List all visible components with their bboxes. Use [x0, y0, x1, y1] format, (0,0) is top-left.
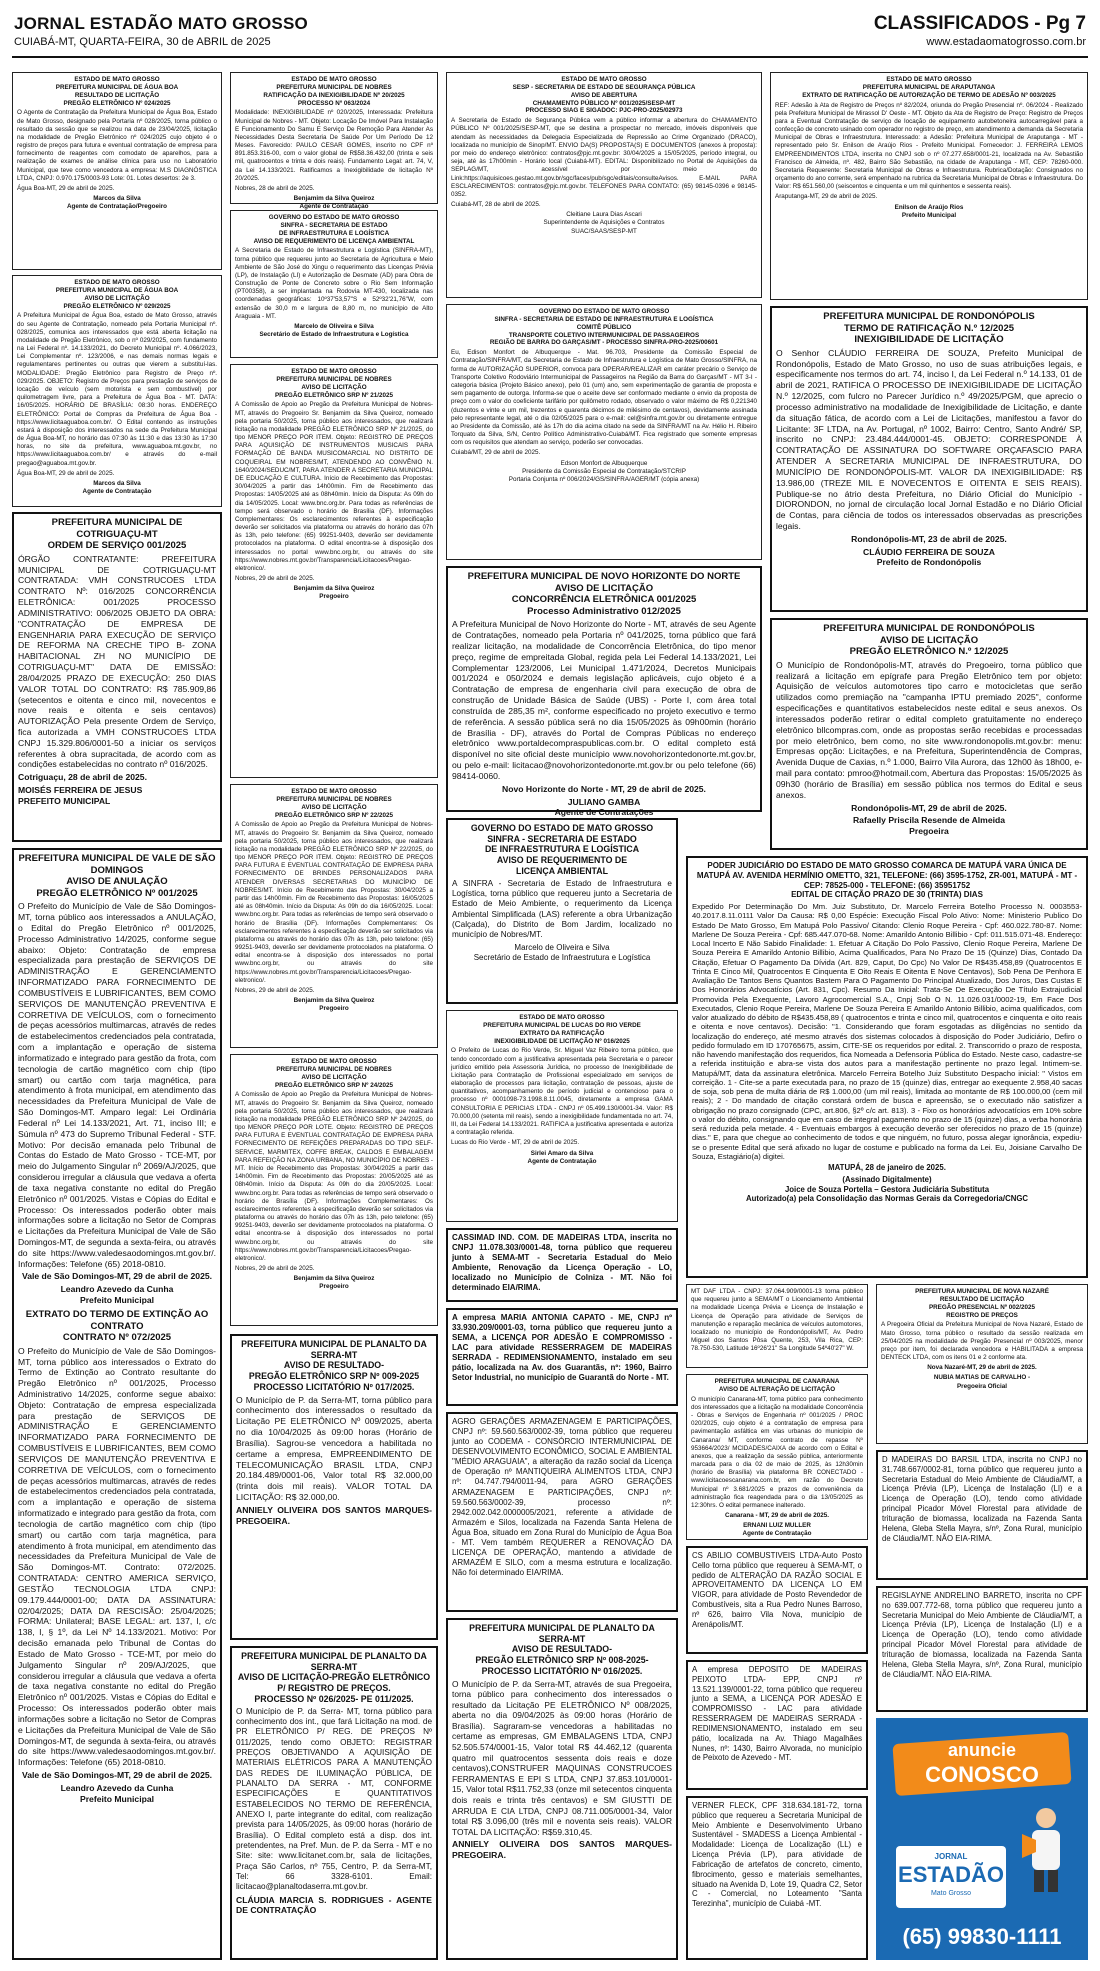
- dateline: CUIABÁ-MT, QUARTA-FEIRA, 30 de ABRIL de 2025: [14, 36, 271, 48]
- notice-place: Rondonópolis-MT, 29 de abril de 2025.: [851, 802, 1007, 813]
- notice-rondonopolis-pregao: [770, 618, 1088, 850]
- notice-cs-abilio: [686, 1546, 868, 1654]
- notice-signature: CLÁUDIA MARCIA S. RODRIGUES - AGENTE DE CONTRATAÇÃO: [236, 1894, 432, 1916]
- notice-body: O Agente de Contratação da Prefeitura Municipal de Água Boa, Estado de Mato Grosso, designado pela Portaria nº 028/2025, torna público o resultado da sessão que se realizou na data de 23/04/2025, licitação na modalidade de Pregão Eletrônico nº 024/2025 cujo objeto é o registro de preços para futura e eventual contratação de empresa para fornecimento de reagentes com comodato de aparelhos, para a realização de exames de análise clínica para uso no Laboratório Municipal, que teve como vencedora a empresa: M.S DIAGNÓSTICA LTDA, CNPJ: 0.970.175/0003-93 Lote: 01. Lotes desertos: 2e 3.: [17, 109, 217, 182]
- notice-body: O Município de P. da Serra-MT, torna público para conhecimento dos interessados o resultado da Licitação PE ELETRÔNICO Nº 009/2025, aberta no dia 10/04/2025 às 09:00 horas (Horário de Brasília). Sagrou-se vencedora a habilitada no certame a empresa, EMPREENDIMENTO DE TELECOMUNICAÇÃO BRASIL LTDA, CNPJ 20.184.489/0001-06, Valor total R$ 32.000,00 (trinta dois mil reais). VALOR TOTAL DA LICITAÇÃO: R$ 32.000,00.: [236, 1394, 432, 1503]
- notice-body: AGRO GERAÇÕES ARMAZENAGEM E PARTICIPAÇÕES, CNPJ nº: 59.560.563/0002-39, torna público que requereu junto ao CODEMA - CONSÓRCIO INTERMUNICIPAL DE DESENVOLVIMENTO ECONÔMICO, SOCIAL E AMBIENTAL "MÉDIO ARAGUAIA", a alteração da razão social da Licença de Operação nº MANTIQUEIRA ALIMENTOS LTDA, CNPJ nº: 04.747.794/0011-94, para AGRO GERAÇÕES ARMAZENAGEM E PARTICIPAÇÕES, CNPJ nº: 59.560.563/0002-39, processo nº: 2942.002.042.0000005/2021, referente a atividade de Armazém e Silos, localizada na Fazenda Santa Helena de Água Boa, situado em Zona Rural do Município de Água Boa - MT. Vem também REQUERER a RENOVAÇÃO DA LICENÇA DE OPERAÇÃO, mantendo a atividade de ARMAZÉM E SILO, com a mesma estrutura e localização. Não foi determinado EIA/RIMA.: [452, 1417, 672, 1578]
- notice-signature: Sirlei Amaro da Silva Agente de Contratação: [527, 1149, 597, 1165]
- notice-signature: Marcelo de Oliveira e Silva Secretário de Estado de Infraestrutura e Logística: [473, 942, 651, 962]
- notice-place: Nobres, 29 de abril de 2025.: [235, 986, 315, 994]
- notice-signature: ANNIELY OLIVEIRA DOS SANTOS MARQUES-PREGOEIRA.: [452, 1839, 672, 1861]
- notice-signature: Cleitiane Laura Dias Ascari Superintendente de Aquisições e Contratos SUAC/SAAS/SESP-MT: [543, 211, 665, 235]
- notice-body: Eu, Edison Monfort de Albuquerque - Mat. 96.703, Presidente da Comissão Especial de Contratação/SINFRA/MT, da Secretaria de Estado de Infraestrutura e Logística de Mato Grosso/SINFRA, na forma de AUTORIZAÇÃO SUPERIOR, convoca para OPERAR/REALIZAR em caráter precário o Serviço de Transporte Coletivo Rodoviário Intermunicipal de Passageiros na Região da Barra do Garças/MT - MT 3-I - categoria básica (Projeto Básico anexo), pelo 01 (um) ano, sem experimentação de garantia de proposta e sem pagamento de outorga. Informa-se que o aceite deve ser conformado mediante o envio da proposta de preço com o valor do coeficiente tarifário por quilômetro rodado, observado o valor máximo de R$ 0,221340 (duzentos e vinte e um mil, trezentos e quarenta décimos de milésimo de centavos), devidamente assinada pelo representante legal, até o dia 02/05/2025 para o e-mail: cel@sinfra.mt.gov.br ou diretamente entregue ao Presidente da Comissão, até às 17h do dia acima citado na sede da SINFRA/MT na Av. Hélio H. Ribeiro Torquato da Silva, S/N, Centro Político Administrativo-Cuiabá/MT. Fica registrado que somente empresas com os requisitos que atendam ao serviço, poderão ser convocadas.: [451, 349, 757, 447]
- notice-planalto-resultado-009: [230, 1334, 438, 1640]
- notice-body: CASSIMAD IND. COM. DE MADEIRAS LTDA, inscrita no CNPJ 11.078.303/0001-48, torna público que requereu junto à SEMA-MT - Secretaria Estadual do Meio Ambiente, Renovação da Licença Operação - LO, localizado no Município de Colniza - MT. Não foi determinado EIA/RIMA.: [452, 1233, 672, 1293]
- notice-place: Cuiabá/MT, 29 de abril de 2025.: [451, 449, 541, 457]
- notice-body: REGISLAYNE ANDRELINO BARRETO, inscrita no CPF no 639.007.772-68, torna público que requereu junto a Secretaria Municipal do Meio Ambiente de Cláudia/MT, a Licença Prévia (LP), Licença de Instalação (LI) e a Licença de Operação (LO), tendo como atividade principal Picador Móvel Florestal para atividade de trituração de biomassa, localizada na Fazenda Santa Helena, Gleba Stella Mayra, s/nº, Zona Rural, município de Cláudia/MT. NÃO EIA-RIMA.: [882, 1591, 1082, 1679]
- notice-signature: JULIANO GAMBA Agente de Contratações: [554, 796, 654, 818]
- notice-title: ESTADO DE MATO GROSSO PREFEITURA MUNICIPAL DE ARAPUTANGA EXTRATO DE RATIFICAÇÃO DE AUTORIZAÇÃO DE TERMO DE ADESÃO Nº 003/2025: [802, 76, 1056, 99]
- notice-title: ESTADO DE MATO GROSSO PREFEITURA MUNICIPAL DE ÁGUA BOA RESULTADO DE LICITAÇÃO PREGÃO ELETRÔNICO Nº 024/2025: [55, 76, 179, 107]
- notice-canarana: [686, 1374, 868, 1540]
- notice-place: Nobres, 29 de abril de 2025.: [235, 575, 315, 583]
- notice-title: PREFEITURA MUNICIPAL DE RONDONÓPOLIS AVISO DE LICITAÇÃO PREGÃO ELETRÔNICO N.º 12/2025: [823, 623, 1035, 658]
- notice-place: Nobres, 29 de abril de 2025.: [235, 1265, 315, 1273]
- notice-title: PREFEITURA MUNICIPAL DE COTRIGUAÇU-MT ORDEM DE SERVIÇO 001/2025: [47, 517, 187, 552]
- notice-signature: CLÁUDIO FERREIRA DE SOUZA Prefeito de Rondonópolis: [863, 546, 995, 568]
- notice-cotriguacu-ordem: [12, 512, 222, 842]
- notice-nobres-pregao-24: [230, 1054, 438, 1326]
- notice-agua-boa-resultado: [12, 72, 222, 270]
- notice-signature: (Assinado Digitalmente) Joice de Souza Portella – Gestora Judiciária Substituta Autorizado(a) pela Consolidação das Normas Gerais da Corregedoria/CNGC: [745, 1174, 1029, 1204]
- notice-place: Araputanga-MT, 29 de abril de 2025.: [775, 193, 878, 201]
- notice-araputanga-adesao: [770, 72, 1088, 300]
- notice-signature: ANNIELY OLIVEIRA DOS SANTOS MARQUES-PREGOEIRA.: [236, 1504, 432, 1526]
- notice-body: A Secretaria de Estado de Segurança Pública vem a público informar a abertura do CHAMAMENTO PÚBLICO Nº 001/2025/SESP-MT, que se destina a prospectar no mercado, imóveis disponíveis que atendam às necessidades da Delegacia Especializada de Repressão ao Crime Organizado (DRACO), localizada no município de Sinop/MT. ENVIO DA(S) PROPOSTA(S) E DOCUMENTOS (anexos à proposta): por meio do endereço eletrônico: contratos@pjc.mt.gov.br: 30/04/2025 a 15/05/2025, período integral, ou seja, até às 17h00min - Horário local (Cuiabá-MT). EDITAL: Disponibilizado no Portal de Aquisições da SEPLAG/MT, acessível por meio do Link:https://aquisicoes.gestao.mt.gov.br/sgc/faces/pub/sgc/editais/consulteAvisos. E-MAIL PARA ESCLARECIMENTOS: contratos@pjc.mt.gov.br. TELEFONES PARA CONTATO: (65) 98145-0396 e 98145-0352.: [451, 117, 757, 198]
- notice-body: O Senhor CLÁUDIO FERREIRA DE SOUZA, Prefeito Municipal de Rondonópolis, Estado de Mato Grosso, no uso de suas atribuições legais, e especificamente nos termos do art. 74, inciso I, da Lei Federal n.º 14.133, 01 de abril de 2021, RATIFICA O PROCESSO DE INEXIGIBILIDADE DE LICITAÇÃO N.º 12/2025, com fulcro no Parecer Jurídico n.º 49/2025/PGM, que aprecio o processo administrativo na modalidade de Inexigibilidade de Licitação, e dante da situação fática, de acordo com a Lei de Licitações, manifestou a favor do Licitante: 3F LTDA, na Av. Portugal, nº 1002, Bairro: Centro, Santo André/ SP, inscrito no CNPJ: 23.484.444/0001-45. OBJETO: CORRESPONDE À CONTRATAÇÃO DE ASSINATURA DO SOFTWARE ORÇAFASCIO PARA ATENDER A SECRETARIA MUNICIPAL DE INFRAESTRUTURA, DO MUNICÍPIO DE RONDONÓPOLIS-MT. VALOR DA INEXIGIBILIDADE: R$ 13.986,00 (TREZE MIL E NOVECENTOS E OITENTA E SEIS REAIS). Publique-se no átrio desta Prefeitura, no Diário Oficial do Município - DIORONDON, no jornal de circulação local Jornal Estadão e no Diário Oficial de Contas, para ciência de todos os interessados observadas as prescrições legais.: [776, 347, 1082, 531]
- notice-sesp-chamamento: [446, 72, 762, 298]
- notice-body: Modalidade: INEXIGIBILIDADE nº 020/2025, Interessada: Prefeitura Municipal de Nobres - MT. Objeto: Locação De Imóvel Para Instalação E Funcionamento Do Samu E Serviço De Remoção Para Atender As Necessidades Desta Secretaria De Saúde Por Um Período De 12 Meses. Favorecido: PAULO CESAR GOMES, inscrito no CPF nº 891.853.316-00, com o valor global de R$58.36.432,00 (trinta e seis mil, quatrocentos e trinta e dois reais). Fundamento Legal: art. 74, V, da Lei 14.133/2021. Ratificamos a Inexigibilidade de licitação Nº 20/2025.: [235, 109, 433, 182]
- notice-place: Cotriguaçu, 28 de abril de 2025.: [18, 772, 147, 783]
- notice-maria-antonia: [446, 1308, 678, 1406]
- notice-body: A Prefeitura Municipal de Novo Horizonte do Norte - MT, através de seu Agente de Contratações, nomeado pela Portaria nº 041/2025, torna público que fará realizar licitação, na modalidade de Concorrência Eletrônica, do tipo menor preço, regime de empreitada Global, regida pela Lei Federal 14.133/2021, Lei Complementar 123/2006, Lei Municipal 1.471/2024, Decretos Municipais 001/2024 e 050/2024 e demais legislação aplicáveis, cujo objeto é a Contratação de empresa de engenharia civil para execução de obra de construção de Unidade Básica de Saúde (UBS) - Porte I, com área total construída de 285,35 m², conforme especificado no projeto executivo e termo de referência. A sessão pública será no dia 15/05/2025 às 09h00min (horário de Brasília - DF), através do Portal de Compras Públicas no endereço eletrônico www.portaldecompraspublicas.com.br. O edital completo está disponível no site oficial deste município www.novohorizontedonorte.mt.gov.br, ou pelo e-mail: licitacao@novohorizontedonorte.mt.gov.br ou pelo telefone (66) 98414-0060.: [452, 619, 756, 781]
- notice-place: Nobres, 28 de abril de 2025.: [235, 184, 315, 192]
- notice-title: PREFEITURA MUNICIPAL DE RONDONÓPOLIS TERMO DE RATIFICAÇÃO N.º 12/2025 INEXIGIBILIDADE DE LICITAÇÃO: [823, 311, 1035, 346]
- notice-body: Expedido Por Determinação Do Mm. Juiz Substituto, Dr. Marcelo Ferreira Botelho Processo N. 0003553-40.2017.8.11.0111 Valor Da Causa: R$ 0,00 Espécie: Execução Fiscal Polo Ativo: Nome: Ministerio Publico Do Estado De Mato Grosso, Em Matupá Polo Passivo/ Citando: Clenio Roque Pereira - Cpf: 460.022.780-87. Nome: Marlene De Souza Pereira - Cpf: 685.447.070-68. Nome: Amarildo Antonio Billibio - Cpf: 011.515.071-48. Endereço: Local Incerto E Não Sabido Finalidade: 1. Efetuar A Citação Do Polo Passivo, Clenio Roque Pereira, Marlene De Souza Pereira E Amarildo Antonio Billibio, Acima Qualificados, Para No Prazo De 15 (Quinze) Dias, Contado Da Citação, Efetuar O Pagamento Da Dívida (Art. 829, Caput, Do Cpc) No Valor De R$435.458,89 (Quatrocentos E Trinta E Cinco Mil, Quatrocentos E Cinquenta E Oito Reais E Oitenta E Nove Centavos), Sob Pena De Penhora E Avaliação De Tantos Bens Quantos Bastem Para O Pagamento Do Principal Atualizado, Dos Juros, Das Custas E Dos Honorários Advocatícios (Art. 831, Cpc). Resumo Da Inicial: Trata-Se De Execução De Título Extrajudicial Promovida Pela Exequente, Lavoro Agrocomercial S.A., Cnpj Sob O N. 11.026.031/0002-19, Em Face Dos Executados, Clenio Roque Pereira, Marlene De Souza Pereira E Amarildo Antonio Billibio, acima qualificados, com valor atualizado do débito de R$435.458,89 ( quatrocentos e trinta e cinco mil, quatrocentos e cinquenta e oito reais e oitenta e nove centavos). Decisão: "1. Considerando que foram esgotadas as diligências no sentido da localização do endereço, até mesmo através dos sistemas colocados à disposição do Poder Judiciário, Defiro o pedido formulado em ID 170765675, assim, CITE-SE os requeridos por edital. 2. Transcorrido o prazo de resposta, não havendo manifestação dos requeridos, fica Nomeada a Defensoria Pública do Estado. Neste caso, cadastre-se a referida instituição e abra-se vista dos autos para a manifestação pertinente no prazo legal. Intimem-se. Matupá/MT, data da assinatura eletrônica. Marcelo Ferreira Botelho Juiz Substituto Despacho inicial: " Vistos em correição. 1 - Cite-se a parte executada para, no prazo de 15 (quinze) dias, entregar ao exequente 2.958,40 sacas de soja, sob pena de multa diária de R$ 1.000,00 (um mil reais), limitada ao montante de R$ 100.000,00 (cem mil reais); 2 - Do mandado de citação constará ordem de busca e apreensão, se o executado não satisfizer a obrigação no prazo consignado (CPC, art.806, §2º c/c art. 813). 3 - Fixo os honorários advocatícios em 10% sobre o valor do débito, consignando que em caso de integral pagamento no prazo de 15 (quinze) dias, a verba honorária será reduzida pela metade. 4 - Eventuais embargos à execução deverão ser oferecidos no prazo de 15 (quinze) dias." E, para que chegue ao conhecimento de todos e que ninguém, no futuro, possa alegar ignorância, expediu-se o presente Edital que será afixado no lugar de costume e publicado na forma da Lei. Eu, Joisiane Carvalho De Souza, Estagiário(a) digitei.: [692, 902, 1082, 1161]
- notice-title: PREFEITURA MUNICIPAL DE CANARANA AVISO DE ALTERAÇÃO DE LICITAÇÃO: [714, 1378, 840, 1393]
- notice-body: O município Canarana-MT, torna público para conhecimento dos interessados que a licitação na modalidade Concorrência - Obras e Serviços de Engenharia nº 001/2025 / PROC 020/2025, cujo objeto é a contratação de empresa para pavimentação asfáltica em vias urbanas do município de Canarana/ MT, conforme contrato de repasse Nº 953664/2023/ MCIDADES/CAIXA de acordo com o Edital e anexos, que a realização da sessão pública, anteriormente marcada para o dia 02 de maio de 2025, às 12h30min (horário de Brasília) via plataforma BR CONECTADO - www.licitacoescanarana.com.br, em razão do Decreto Municipal nº 3.681/2025 e prazos de conveniência da administração fica reagendada para o dia 13/05/2025 as 12:30hrs. O edital permanece inalterado.: [691, 1395, 863, 1509]
- notice-signature: Marcos da Silva Agente de Contratação: [82, 479, 152, 496]
- notice-title: ESTADO DE MATO GROSSO PREFEITURA MUNICIPAL DE NOBRES RATIFICAÇÃO DA INEXIGIBILIDADE Nº 20/2025 PROCESSO Nº 063/2024: [263, 76, 405, 107]
- notice-body: A Comissão de Apoio ao Pregão da Prefeitura Municipal de Nobres-MT, através do Pregoeiro Sr. Benjamim da Silva Queiroz, nomeado pela portaria 50/2025, torna público aos interessados, que realizará licitação na modalidade PREGÃO ELETRÔNICO SRP Nº 24/2025, do tipo MENOR PREÇO POR LOTE. Objeto: REGISTRO DE PREÇOS PARA FUTURA E EVENTUAL CONTRATAÇÃO DE EMPRESA PARA FORNECIMENTO DE REFEIÇÕES PREPARADAS DO TIPO SELF-SERVICE, MARMITEX, COFFE BREAK, CALDOS E EMBALAGEM PARA REFEIÇÃO NA ZONA URBANA, NO MUNICÍPIO DE NOBRES - MT. Início de Recebimento das Propostas: 30/04/2025 a partir das 14h00min. Fim de Recebimento das Propostas: 20/05/2025 até as 08h40min. Início da Disputa: As 09h do dia 20/05/2025. Local: www.bnc.org.br. Para todas as referências de tempo será observado o horário de Brasília (DF). Informações Complementares: Os esclarecimentos referentes à especificação deverão ser solicitados via plataforma ou através do horário das 07h às 13h, pelo telefone: (65) 99251-9403, deverão ser devidamente protocolados na plataforma. O edital encontra-se à disposição dos interessados no portal www.bnc.org.br, ou através do site https://www.nobres.mt.gov.br/Transparencia/Licitacoes/Pregao-eletronico/.: [235, 1091, 433, 1262]
- notice-nova-nazare: [876, 1284, 1088, 1444]
- notice-signature: MOISÉS FERREIRA DE JESUS PREFEITO MUNICIPAL: [18, 785, 143, 806]
- notice-title: ESTADO DE MATO GROSSO PREFEITURA MUNICIPAL DE NOBRES AVISO DE LICITAÇÃO PREGÃO ELETRÔNICO SRP Nº 22/2025: [274, 788, 393, 819]
- notice-title: GOVERNO DO ESTADO DE MATO GROSSO SINFRA - SECRETARIA DE ESTADO DE INFRAESTRUTURA E LOGÍSTICA COMITÊ PÚBLICO TRANSPORTE COLETIVO INTERMUNICIPAL DE PASSAGEIROS REGIÃO DE BARRA DO GARÇAS/MT - PROCESSO SINFRA-PRO-2025/00601: [489, 308, 719, 347]
- notice-place: Cuiabá-MT, 28 de abril de 2025.: [451, 201, 541, 209]
- notice-sinfra-licenca-calcada: [446, 818, 678, 1004]
- notice-place-extrato: Vale de São Domingos-MT, 29 de abril de 2025.: [21, 1769, 213, 1780]
- notice-regislayne: [876, 1586, 1088, 1712]
- notice-place: Água Boa-MT, 29 de abril de 2025.: [17, 469, 115, 477]
- notice-place: Água Boa-MT, 29 de abril de 2025.: [17, 184, 115, 192]
- notice-planalto-resultado-008: [446, 1618, 678, 1960]
- notice-body: ÓRGÃO CONTRATANTE: PREFEITURA MUNICIPAL DE COTRIGUAÇU-MT CONTRATADA: VMH CONSTRUCOES LTDA CONTRATO Nº: 016/2025 CONCORRÊNCIA ELETRÔNICA: 001/2025 PROCESSO ADMINISTRATIVO: 006/2025 OBJETO DA OBRA: "CONTRATAÇÃO DE EMPRESA DE ENGENHARIA PARA EXECUÇÃO DE SERVIÇO DE REFORMA NA CRECHE TIPO B- ZONA HABITACIONAL ZH NO MUNICÍPIO DE COTRIGUAÇU-MT" DATA DE EMISSÃO: 28/04/2025 PRAZO DE EXECUÇÃO: 250 DIAS VALOR TOTAL DO CONTRATO: R$ 785.909,86 (setecentos e oitenta e cinco mil, novecentos e nove reais e oitenta e seis centavos) AUTORIZAÇÃO Pela presente Ordem de Serviço, fica autorizada a VMH CONSTRUCOES LTDA CNPJ 15.329.806/0001-50 a iniciar os serviços referentes à obra supracitada, de acordo com as condições estabelecidas no contrato nº 016/2025.: [18, 553, 216, 770]
- notice-signature: NUBIA MATIAS DE CARVALHO - Pregoeira Oficial: [933, 1374, 1031, 1390]
- advertise-banner[interactable]: [876, 1718, 1088, 1960]
- notice-body: O Prefeito de Lucas do Rio Verde, Sr. Miguel Vaz Ribeiro torna público, que tendo concordado com a justificativa apresentada pela Secretaria e o parecer jurídico emitido pela Assessoria Jurídica, no processo de Inexigibilidade de Licitação para Contratação de Profissional especializado em serviços de elaboração de processos para licitação, contratação de pessoas, ajuste de quantitativos, acompanhamento de período judicial e contencioso para o processo nº 0001098-73.1998.8.11.0045, diretamente a empresa GAMA CONSULTORIA E PERICIAS LTDA - CNPJ nº 05.499.130/0001-34. Valor: R$ 70.000,00 (setenta mil reais), sendo a inexigibilidade fundamentada no art. 74, III, da Lei Federal 14.133/2021. RATIFICA a justificativa apresentada e autoriza a contratação referida.: [451, 1047, 673, 1137]
- notice-title: PREFEITURA MUNICIPAL DE PLANALTO DA SERRA-MT AVISO DE LICITAÇÃO-PREGÃO ELETRÔNICO P/ REGISTRO DE PREÇOS. PROCESSO Nº 026/2025- PE 011/2025.: [237, 1651, 431, 1704]
- notice-body: O Município de Rondonópolis-MT, através do Pregoeiro, torna público que realizará a licitação em epígrafe para Pregão Eletrônico tem por objeto: Aquisição de veículos automotores tipo carro e motocicletas que serão utilizados como premiação na "campanha IPTU premiado 2025", conforme especificações e quantitativos estabelecidos neste edital e seus anexos. Os interessados poderão retirar o edital completo gratuitamente no endereço eletrônico bllcompras.com, onde as propostas serão recebidas e processadas por meio eletrônico, bem como, no site www.rondonopolis.mt.gov.br: menu: Empresas opção: Licitações, e na Prefeitura, Superintendência de Compras, Avenida Duque de Caxias, n.º 1.000, Bairro Vila Aurora, das 12h00 às 18h00, e-mail para contato: pmroo@hotmail.com, Abertura das Propostas: 15/05/2025 às 09h30 (horário de Brasília) em sessão pública nos termos do Edital e seus anexos.: [776, 659, 1082, 800]
- notice-signature-extrato: Leandro Azevedo da Cunha Prefeito Municipal: [60, 1782, 174, 1804]
- notice-title-extrato: EXTRATO DO TERMO DE EXTINÇÃO AO CONTRATO CONTRATO Nº 072/2025: [25, 1308, 209, 1344]
- notice-title: GOVERNO DO ESTADO DE MATO GROSSO SINFRA - SECRETARIA DE ESTADO DE INFRAESTRUTURA E LOGÍSTICA AVISO DE REQUERIMENTO DE LICENÇA AMBIENTAL: [470, 823, 654, 876]
- notice-novo-horizonte: [446, 566, 762, 818]
- notice-body: O Município de P. da Serra- MT, torna público para conhecimento dos int., que fará Licitação na mod. de PR ELETRÔNICO P/ REG. DE PREÇOS Nº 011/2025, tendo como OBJETO: REGISTRAR PREÇOS OBJETIVANDO A AQUISIÇÃO DE MATERIAIS ELÉTRICOS PARA A MANUTENÇÃO DAS REDES DE ILUMINAÇÃO PÚBLICA, DE PLANALTO DA SERRA - MT, CONFORME ESPECIFICAÇÕES E QUANTITATIVOS ESTABELECIDOS NO TERMO DE REFERÊNCIA, ANEXO I, parte integrante do edital, com realização prevista para 14/05/2025, às 09:00 horas (horário de Brasília). O Edital completo está a disp. dos int. pretendentes, na Pref. Mun. de P. da Serra - MT e no Site: site: www.licitanet.com.br, sala de licitações, Praça São Carlos, nº 755, Centro, P. da Serra-MT, Tel: 66 3328-6101. Email: licitacao@planaltodaserra.mt.gov.br.: [236, 1706, 432, 1892]
- notice-body-extrato: O Prefeito do Município de Vale de São Domingos-MT, torna público aos interessados o Extrato do Termo de Extinção ao Contrato resultante do Pregão Eletrônico nº 001/2025, Processo Administrativo 14/2025, conforme segue abaixo: Objeto: Contratação de empresa especializada para prestação de SERVIÇOS DE ADMINISTRAÇÃO E GERENCIAMENTO INFORMATIZADO PARA FORNECIMENTO DE COMBUSTÍVEIS E LUBRIFICANTES, BEM COMO SERVIÇOS DE MANUTENÇÃO PREVENTIVA E CORRETIVA DE VEÍCULOS, com o fornecimento de peças acessórios multimarcas, através de redes de estabelecimentos credenciados pela contratada, com a implantação e operação de sistema informatizado e integrado para gestão da frota, com tecnologia de cartão magnético com chip (tipo smart) ou cartão com tarja magnética, para atendimento à frota municipal, em atendimento das necessidades da Prefeitura Municipal de Vale de São Domingos-MT. Contrato: 072/2025. CONTRATADA: CENTRO AMERICA SERVIÇO, GESTÃO TECNOLOGIA LTDA CNPJ: 09.179.444/0001-00; DATA DA ASSINATURA: 02/04/2025; DATA DA RESCISÃO: 25/04/2025; FORMA: Unilateral; BASE LEGAL: art. 137, I, c/c 138, I, § 1º, da Lei Nº 14.133/2021. Motivo: Por decisão emanada pelo Tribunal de Contas do Estado de Mato Grosso - TCE-MT, por meio do Julgamento Singular nº 209/AJ/2025, que considerou irregular a cláusula que vedava a oferta de taxa negativa constante no edital do Pregão Eletrônico nº 001/2025. Vistas e Cópias do Edital e Processo: Os interessados poderão obter mais informações sobre a licitação no Setor de Compras e Licitações da Prefeitura Municipal de Vale de São Domingos-MT, de segunda à sexta-feira, ou através do site https://www.valedesaodomingos.mt.gov.br/. Informações: Telefone (65) 2018-0810.: [18, 1345, 216, 1768]
- notice-title: PREFEITURA MUNICIPAL DE NOVO HORIZONTE DO NORTE AVISO DE LICITAÇÃO CONCORRÊNCIA ELETRÔNICA 001/2025 Processo Administrativo 012/2025: [467, 571, 741, 617]
- notice-mt-daf: [686, 1284, 868, 1368]
- notice-title: PREFEITURA MUNICIPAL DE PLANALTO DA SERRA-MT AVISO DE RESULTADO- PREGÃO ELETRÔNICO SRP Nº 009-2025 PROCESSO LICITATÓRIO Nº 017/2025.: [241, 1339, 427, 1392]
- notice-title: PODER JUDICIÁRIO DO ESTADO DE MATO GROSSO COMARCA DE MATUPÁ VARA ÚNICA DE MATUPÁ AV. AVENIDA HERMÍNIO OMETTO, 321, TELEFONE: (66) 3595-1752, ZR-001, MATUPÁ - MT - CEP: 78525-000 - TELEFONE: (66) 35951752 EDITAL DE CITAÇÃO PRAZO DE 30 (TRINTA) DIAS: [696, 861, 1078, 900]
- estadao-logo: [896, 1846, 1006, 1908]
- notice-cassimad: [446, 1228, 678, 1302]
- ad-line2: CONOSCO: [925, 1762, 1039, 1787]
- notice-signature: ERNANI LUIZ MULLER Agente de Contratação: [742, 1522, 812, 1538]
- ad-phone[interactable]: (65) 99830-1111: [902, 1924, 1062, 1949]
- notice-title: PREFEITURA MUNICIPAL DE VALE DE SÃO DOMINGOS AVISO DE ANULAÇÃO PREGÃO ELETRÔNICO Nº 001/2025: [18, 853, 216, 899]
- notice-lucas-ratificacao: [446, 1010, 678, 1222]
- notice-nobres-ratificacao: [230, 72, 438, 211]
- ad-line1: anuncie: [947, 1740, 1017, 1760]
- page-header: [12, 10, 1088, 58]
- notice-verner-fleck: [686, 1796, 868, 1960]
- notice-body: A Comissão de Apoio ao Pregão da Prefeitura Municipal de Nobres-MT, através do Pregoeiro Sr. Benjamim da Silva Queiroz, nomeado pela portaria 50/2025, torna público aos interessados, que realizará licitação na modalidade PREGÃO ELETRÔNICO SRP Nº 22/2025, do tipo MENOR PREÇO POR ITEM. Objeto: REGISTRO DE PREÇOS PARA FUTURA E EVENTUAL CONTRATAÇÃO DE EMPRESA PARA FORNECIMENTO DE BRINDES PERSONALIZADOS PARA ATENDER DIVERSAS SECRETARIAS DO MUNICÍPIO DE NOBRES/MT. Início de Recebimento das Propostas: 30/04/2025 a partir das 14h00min. Fim de Recebimento das Propostas: 16/05/2025 até as 08h40min. Início da Disputa: As 09h do dia 16/05/2025. Local: www.bnc.org.br. Para todas as referências de tempo será observado o horário de Brasília (DF). Informações Complementares: Os esclarecimentos referentes à especificação deverão ser solicitados via plataforma ou através do horário das 07h às 13h, pelo telefone: (65) 99251-9403, deverão ser devidamente protocolados na plataforma. O edital encontra-se à disposição dos interessados no portal www.bnc.org.br, ou através do site https://www.nobres.mt.gov.br/Transparencia/Licitacoes/Pregao-eletronico/.: [235, 821, 433, 984]
- notice-title: ESTADO DE MATO GROSSO SESP - SECRETARIA DE ESTADO DE SEGURANÇA PÚBLICA AVISO DE ABERTURA CHAMAMENTO PÚBLICO Nº 001/2025/SESP-MT PROCESSO SIAG E SIGADOC: PJC-PRO-2025/02973: [512, 76, 696, 115]
- notice-d-madeiras: [876, 1450, 1088, 1580]
- notice-body: A Secretaria de Estado de Infraestrutura e Logística (SINFRA-MT), torna público que requereu junto ao Secretaria de Agricultura e Meio Ambiente de São José do Xingu o requerimento das Licenças Prévia (LP), de Instalação (LI) e Autorização de Desmate (AD) para Obra de Construção de Ponte de Concreto sobre o Rio Sem Informação (PT00358), a ser implantada na Rodovia MT-430, localizada nas coordenadas geográficas: 10º37'53,57"S e 52º32'21,76"W, com extensão de 30,0 m e largura de 8,80 m, no município de Alto Araguaia - MT.: [235, 247, 433, 320]
- notice-title: PREFEITURA MUNICIPAL DE PLANALTO DA SERRA-MT AVISO DE RESULTADO- PREGÃO ELETRÔNICO SRP Nº 008-2025- PROCESSO LICITATÓRIO Nº 016/2025.: [469, 1623, 655, 1676]
- site-url[interactable]: www.estadaomatogrosso.com.br: [926, 36, 1086, 48]
- notice-vale-sao-domingos: [12, 848, 222, 1960]
- notice-body: A Prefeitura Municipal de Água Boa, estado de Mato Grosso, através do seu Agente de Contratação, nomeado pela Portaria Municipal nº. 028/2025, comunica aos interessados que está aberta licitação na modalidade de Pregão Eletrônico, sob o nº 029/2025, com fundamento na Lei Federal nº. 14.133/2021, do Decreto Municipal nº. 4.066/2023, Lei Complementar nº. 123/2006, e nas demais normas legais e regulamentares pertinentes ou outras que vierem a substituí-las. MODALIDADE: Pregão Eletrônico para Registro de Preço nº. 029/2025. OBJETO: Registro de Preços para prestação de serviços de locação de veículo (sem motorista e sem combustível) por quilometragem livre, para a Prefeitura de Água Boa - MT. DATA: 16/05/2025. HORÁRIO DE BRASÍLIA: 08:30 horas. ENDEREÇO ELETRÔNICO: Portal de Compras da Prefeitura de Água Boa - https://www.licitaaguaboa.com.br/. O Edital contendo as instruções estará à disposição dos interessados na sede da Prefeitura Municipal de Água Boa-MT, no horário das 07:30 às 11:30 e das 13:30 às 17:30 horas, no site da prefeitura, www.aguaboa.mt.gov.br, no https://www.licitaaguaboa.com.br/ e através do e-mail pregao@aguaboa.mt.gov.br.: [17, 312, 217, 467]
- notice-nobres-pregao-21: [230, 364, 438, 778]
- notice-title: ESTADO DE MATO GROSSO PREFEITURA MUNICIPAL DE NOBRES AVISO DE LICITAÇÃO PREGÃO ELETRÔNICO SRP Nº 24/2025: [274, 1058, 393, 1089]
- notice-title: ESTADO DE MATO GROSSO PREFEITURA MUNICIPAL DE LUCAS DO RIO VERDE EXTRATO DA RATIFICAÇÃO INEXIGIBILIDADE DE LICITAÇÃO Nº 016/2025: [483, 1014, 641, 1045]
- paper-name: JORNAL ESTADÃO MATO GROSSO: [14, 14, 308, 33]
- megaphone-person-icon: [1020, 1804, 1068, 1894]
- notice-signature: Rafaelly Priscila Resende de Almeida Pregoeira: [852, 815, 1006, 837]
- notice-body: D MADEIRAS DO BARSIL LTDA, inscrita no CNPJ no 31.748.667/0002-81, torna público que requereu junto a Secretaria Estadual do Meio Ambiente de Cláudia/MT, a Licença Prévia (LP), Licença de Instalação (LI) e a Licença de Operação (LO), tendo como atividade principal Picador Móvel Florestal para atividade de trituração de biomassa, localizada na Fazenda Santa Helena, Gleba Stella Mayra, s/nº, Zona Rural, município de Cláudia/MT. NÃO EIA-RIMA.: [882, 1455, 1082, 1543]
- notice-body: VERNER FLECK, CPF 318.634.181-72, torna público que requereu a Secretaria Municipal de Meio Ambiente e Desenvolvimento Urbano Sustentável - SMADESS a Licença Ambiental - Modalidade: Licença de Localização (LL) e Licença Prévia (LP), para atividade de Fabricação de artefatos de concreto, cimento, fibrocimento, gesso e materiais semelhantes, situado na Avenida D, Lote 19, Quadra C2, Setor C - Comercial, no Loteamento "Santa Terezinha", município de Cuiabá -MT.: [692, 1801, 862, 1909]
- notice-body: MT DAF LTDA - CNPJ: 37.064.909/0001-13 torna público que requereu junto a SEMA/MT o Licenciamento Ambiental na modalidade Licença Prévia e Licença de Instalação e Licença de Operação para atividade de Serviços de manutenção e reparação mecânica de veículos automotores, localizado no município de Rondonópolis/MT, Av. Pedro Miguel dos Santos Pôsa Quente, 253, Vila Rica, CEP: 78.750-530, Latitude 16º26'21" Sa Longitude 54º40'27" W.: [691, 1288, 863, 1353]
- notice-signature: Benjamim da Silva Queiroz Agente de Contratação: [293, 195, 375, 211]
- notice-signature: Benjamim da Silva Queiroz Pregoeiro: [293, 997, 375, 1013]
- logo-sub: Mato Grosso: [930, 1890, 972, 1897]
- notice-signature: Marcos da Silva Agente de Contratação/Pregoeiro: [66, 195, 168, 211]
- notice-place: Lucas do Rio Verde - MT, 29 de abril de 2025.: [451, 1139, 580, 1147]
- notice-place: Canarana - MT, 29 de abril de 2025.: [725, 1512, 829, 1520]
- notice-signature: Benjamim da Silva Queiroz Pregoeiro: [293, 1275, 375, 1291]
- notice-signature: Edson Monfort de Albuquerque Presidente da Comissão Especial de Contratação/STCRIP Portaria Conjunta nº 006/2024/GS/SINFRA/AGER/MT (cópia anexa): [508, 459, 700, 483]
- notice-agro-geracoes: [446, 1412, 678, 1612]
- notice-body: A Comissão de Apoio ao Pregão da Prefeitura Municipal de Nobres-MT, através do Pregoeiro Sr. Benjamim da Silva Queiroz, nomeado pela portaria 50/2025, torna público aos interessados, que realizará licitação na modalidade PREGÃO ELETRÔNICO SRP Nº 21/2025, do tipo MENOR PREÇO POR ITEM. Objeto: REGISTRO DE PREÇOS PARA AQUISIÇÃO DE INSTRUMENTOS MUSICAIS PARA FORMAÇÃO DE BANDA MUSICOMARCIAL NO DISTRITO DE COQUEIRAL EM NOBRES/MT, ATENDENDO AO CONVÊNIO N. 1640/2024/SEDUC/MT, PARA ATENDER A SECRETARIA MUNICIPAL DE EDUCAÇÃO E CULTURA. Início de Recebimento das Propostas: 30/04/2025 a partir das 14h00min. Fim de Recebimento das Propostas: 14/05/2025 até as 08h40min. Início da Disputa: As 09h do dia 14/05/2025. Local: www.bnc.org.br. Para todas as referências de tempo será observado o horário de Brasília (DF). Informações Complementares: Os esclarecimentos referentes à especificação deverão ser solicitados via plataforma ou através do horário das 07h às 13h, pelo telefone: (65) 99251-9403, deverão ser devidamente protocolados na plataforma. O edital encontra-se à disposição dos interessados no portal www.bnc.org.br, ou através do site https://www.nobres.mt.gov.br/Transparencia/Licitacoes/Pregao-eletronico/.: [235, 401, 433, 572]
- notice-title: PREFEITURA MUNICIPAL DE NOVA NAZARÉ RESULTADO DE LICITAÇÃO PREGÃO PRESENCIAL Nº 002/2025 REGISTRO DE PREÇOS: [915, 1288, 1049, 1319]
- notice-place: Novo Horizonte do Norte - MT, 29 de abril de 2025.: [502, 783, 706, 794]
- notice-sinfra-transporte: [446, 304, 762, 560]
- notice-title: ESTADO DE MATO GROSSO PREFEITURA MUNICIPAL DE NOBRES AVISO DE LICITAÇÃO PREGÃO ELETRÔNICO SRP Nº 21/2025: [274, 368, 393, 399]
- notice-signature: Benjamim da Silva Queiroz Pregoeiro: [293, 585, 375, 601]
- notice-signature: Marcelo de Oliveira e Silva Secretário de Estado de Infraestrutura e Logística: [259, 322, 409, 339]
- notice-planalto-pregao-011: [230, 1646, 438, 1960]
- logo-main: ESTADÃO: [898, 1862, 1004, 1887]
- notice-place: Nova Nazaré-MT, 29 de abril de 2025.: [927, 1364, 1037, 1372]
- notice-place: Rondonópolis-MT, 23 de abril de 2025.: [851, 533, 1007, 544]
- notice-matupa-edital: [686, 856, 1088, 1278]
- notice-deposito-peixoto: [686, 1660, 868, 1790]
- notice-agua-boa-aviso: [12, 275, 222, 507]
- notice-nobres-pregao-22: [230, 784, 438, 1048]
- notice-rondonopolis-ratificacao: [770, 306, 1088, 612]
- notice-body: A empresa DEPOSITO DE MADEIRAS PEIXOTO LTDA- EPP, CNPJ nº 13.521.139/0001-22, torna público que requereu junto a SEMA, a LICENÇA POR ADESÃO E COMPROMISSO - LAC para atividade RESSERRAGEM DE MADEIRAS SERRADA - REDIMENSIONAMENTO, instalado em seu pátio, localizada na Av. Thiago Magalhães Nunes, nº: 1430, Bairro Alvorada, no município de Peixoto de Azevedo - MT.: [692, 1665, 862, 1763]
- logo-top: JORNAL: [934, 1852, 968, 1861]
- notice-title: ESTADO DE MATO GROSSO PREFEITURA MUNICIPAL DE ÁGUA BOA AVISO DE LICITAÇÃO PREGÃO ELETRÔNICO Nº 029/2025: [55, 279, 179, 310]
- notice-body: O Município de P. da Serra-MT, através de sua Pregoeira, torna público para conhecimento dos interessados o resultado da Licitação PE ELETRÔNICO Nº 008/2025, aberta no dia 09/04/2025 às 09:00 horas (Horário de Brasília). Sagraram-se vencedoras a habilitadas no certame as empresas, GM EMBALAGENS LTDA, CNPJ 52.505.574/0001-15, Valor total R$ 44.462,12 (quarenta quatro mil quatrocentos sessenta dois reais e doze centavos),CONSTRUFER MAQUINAS CONSTRUCOES FERRAMENTAS E EPI S LTDA, CNPJ 37.853.101/0001-15, Valor total R$11.752,33 (onze mil setecentos cinquenta dois reais e trinta três centavos) e SM GIUSTTI DE ARRUDA E CIA LTDA, CNPJ 08.711.005/0001-34, Valor total R$ 3.096,00 (três mil e noventa seis reais). VALOR TOTAL DA LICITAÇÃO: R$59.310,45.: [452, 1678, 672, 1837]
- notice-body: O Prefeito do Município de Vale de São Domingos-MT, torna público aos interessados a ANULAÇÃO, o Edital do Pregão Eletrônico nº 001/2025, Processo Administrativo 14/2025, conforme segue abaixo: Objeto: Contratação de empresa especializada para prestação de SERVIÇOS DE ADMINISTRAÇÃO E GERENCIAMENTO INFORMATIZADO PARA FORNECIMENTO DE COMBUSTÍVEIS E LUBRIFICANTES, BEM COMO SERVIÇOS DE MANUTENÇÃO PREVENTIVA E CORRETIVA DE VEÍCULOS, com o fornecimento de peças acessórios multimarcas, através de redes de estabelecimentos credenciados pela contratada, com a implantação e operação de sistema informatizado e integrado para gestão da frota, com tecnologia de cartão magnético com chip (tipo smart) ou cartão com tarja magnética, para atendimento à frota municipal, em atendimento das necessidades da Prefeitura Municipal de Vale de São Domingos-MT. Amparo legal: Lei Ordinária Federal nº Lei 14.133/2021, Art. 71, inciso III; e Súmula nº 473 do Supremo Tribunal Federal - STF. Motivo: Por decisão emanada pelo Tribunal de Contas do Estado de Mato Grosso - TCE-MT, por meio do Julgamento Singular nº 2069/AJ/2025, que considerou irregular a cláusula que vedava a oferta de taxa negativa constante no edital do Pregão Eletrônico nº 001/2025. Vistas e Cópias do Edital e Processo: Os interessados poderão obter mais informações sobre a licitação no Setor de Compras e Licitações da Prefeitura Municipal de Vale de São Domingos-MT, de segunda a sexta-feira, ou através do site https://www.valedesaodomingos.mt.gov.br/. Informações: Telefone (65) 2018-0810.: [18, 901, 216, 1269]
- section-title: CLASSIFICADOS - Pg 7: [873, 13, 1086, 34]
- notice-signature: Enilson de Araújo Rios Prefeito Municipal: [894, 203, 964, 219]
- notice-place: MATUPÁ, 28 de janeiro de 2025.: [828, 1163, 946, 1172]
- notice-signature: Leandro Azevedo da Cunha Prefeito Municipal: [60, 1284, 174, 1306]
- notice-body: CS ABILIO COMBUSTIVEIS LTDA-Auto Posto Cello torna público que requereu à SEMA-MT, o pedido de ALTERAÇÃO DA RAZÃO SOCIAL E APROVEITAMENTO DA LICENÇA LO EM VIGOR, para atividade de Posto Revendedor de Combustíveis, sita a Rua Pedro Nunes Barroso, nº 626, bairro Vila Nova, município de Arenápolis/MT.: [692, 1551, 862, 1629]
- notice-body: REF: Adesão à Ata de Registro de Preços nº 82/2024, oriunda do Pregão Presencial nº. 06/2024 - Realizado pela Prefeitura Municipal de Mirassol D' Oeste - MT. Objeto da Ata de Registro de Preço: Registro de Preços para a Eventual Contratação de serviço de locação de equipamento autobetoneira autocarregável para a confecção de concreto usinado com operador no registro de preço, em atendimento a demanda da Secretaria Municipal de Obras e Infraestrutura. Interessado: a Adesão: Prefeitura Municipal de Araputanga - MT - representado pelo Sr. Enilson de Araújo Rios - Prefeito Municipal. Fornecedor: J. FERREIRA LEMOS EMPREENDIMENTOS LTDA, inscrita no CNPJ sob o nº 07.277.658/0001-21, localizada na Av. Sebastião Francisco de Almeida, nº. 482, Bairro São Sebastião, na cidade de Araputanga - MT, CEP: 78260-000. Secretaria Requerente: Secretaria Municipal de Obras e Infraestrutura. Rubrica/Dotação: Consignados no orçamento do ano corrente, será empenhado na rubrica da Secretaria Municipal de Obras e Infraestrutura. Do Valor: R$ 651.560,00 (seiscentos e cinquenta e um mil quinhentos e sessenta reais).: [775, 101, 1083, 191]
- notice-body: A empresa MARIA ANTONIA CAPATO - ME, CNPJ nº 33.930.209/0001-03, torna público que requereu junto a SEMA, a LICENÇA POR ADESÃO E COMPROMISSO - LAC para atividade RESSERRAGEM DE MADEIRAS SERRADA - REDIMENSIONAMENTO, instalado em seu pátio, localizada na Av. dos Guarantãs, nº: 1960, Bairro Setor Industrial, no município de Guarantã do Norte - MT.: [452, 1313, 672, 1383]
- notice-body: A SINFRA - Secretaria de Estado de Infraestrutura e Logística, torna público que requereu junto a Secretaria de Estado de Meio Ambiente, o requerimento da Licença Ambiental Simplificada (LAS) referente a obra Urbanização (Calçada), do Distrito de Bom Jardim, localizado no município de Nobres/MT.: [452, 878, 672, 940]
- notice-place: Vale de São Domingos-MT, 29 de abril de 2025.: [21, 1271, 213, 1282]
- notice-body: A Pregoeira Oficial da Prefeitura Municipal de Nova Nazaré, Estado de Mato Grosso, torna público o resultado da sessão realizada em 25/04/2025 na modalidade de Pregão Presencial nº 003/2025, menor preço por item, foi declarada vencedora e HABILITADA a empresa DENTECK LTDA, com os itens 01 e 2 conforme ata.: [881, 1321, 1083, 1362]
- notice-sinfra-licenca-ponte: [230, 210, 438, 358]
- notice-title: GOVERNO DO ESTADO DE MATO GROSSO SINFRA - SECRETARIA DE ESTADO DE INFRAESTRUTURA E LOGÍSTICA AVISO DE REQUERIMENTO DE LICENÇA AMBIENTAL: [253, 214, 415, 245]
